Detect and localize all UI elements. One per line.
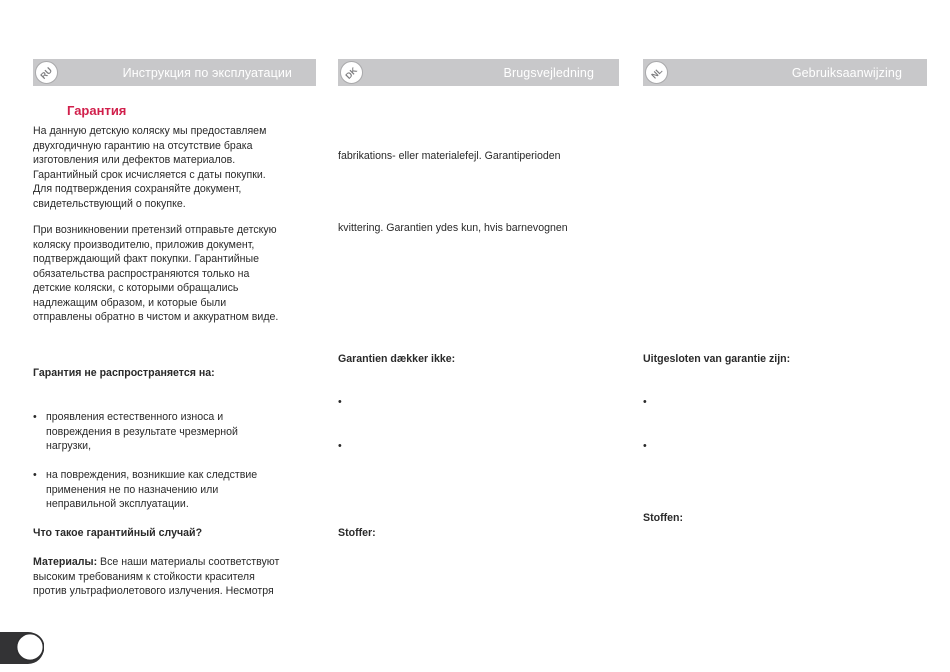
list-item: • <box>338 396 342 408</box>
list-item: • <box>643 396 647 408</box>
list-item: • проявления естественного износа и повреждения в результате чрезмерной нагрузки, <box>33 411 238 452</box>
language-badge-nl: NL <box>645 61 668 84</box>
header-title-dk: Brugsvejledning <box>503 65 594 80</box>
materials-label: Материалы: <box>33 556 98 568</box>
materials-heading-nl: Stoffen: <box>643 512 684 524</box>
dk-text-line-1: fabrikations- eller materialefejl. Garantiperioden <box>338 150 561 162</box>
language-badge-ru: RU <box>35 61 58 84</box>
column-ru <box>33 0 318 672</box>
dk-text-line-2: kvittering. Garantien ydes kun, hvis barnevognen <box>338 222 568 234</box>
list-item: • <box>338 440 342 452</box>
page-tab-icon <box>0 632 44 672</box>
language-badge-dk: DK <box>340 61 363 84</box>
list-item: • <box>643 440 647 452</box>
header-title-ru: Инструкция по эксплуатации <box>122 65 292 80</box>
warranty-paragraph-1: На данную детскую коляску мы предоставляем двухгодичную гарантию на отсутствие брака изготовления или дефектов материалов. Гарантийный срок исчисляется с даты покупки. Для подтверждения сохраняйте документ, свидетельствующий о покупке. <box>33 125 267 210</box>
materials-paragraph-ru: Материалы: Все наши материалы соответствуют высоким требованиям к стойкости красителя против ультрафиолетового излучения. Несмотря <box>33 556 280 597</box>
list-item: • на повреждения, возникшие как следствие применения не по назначению или неправильной эксплуатации. <box>33 469 258 510</box>
column-dk <box>338 0 623 672</box>
warranty-case-heading: Что такое гарантийный случай? <box>33 527 203 539</box>
warranty-paragraph-2: При возникновении претензий отправьте детскую коляску производителю, приложив документ, подтверждающий факт покупки. Гарантийные обязательства распространяются только на детские коляски, с которыми обращались надлежащим образом, и которые были отправлены обратно в чистом и аккуратном виде. <box>33 224 279 323</box>
not-covered-heading-nl: Uitgesloten van garantie zijn: <box>643 353 791 365</box>
section-title-warranty: Гарантия <box>67 103 127 118</box>
not-covered-heading-dk: Garantien dækker ikke: <box>338 353 456 365</box>
header-title-nl: Gebruiksaanwijzing <box>791 65 902 80</box>
column-nl <box>643 0 928 672</box>
materials-heading-dk: Stoffer: <box>338 527 376 539</box>
not-covered-heading-ru: Гарантия не распространяется на: <box>33 367 215 379</box>
